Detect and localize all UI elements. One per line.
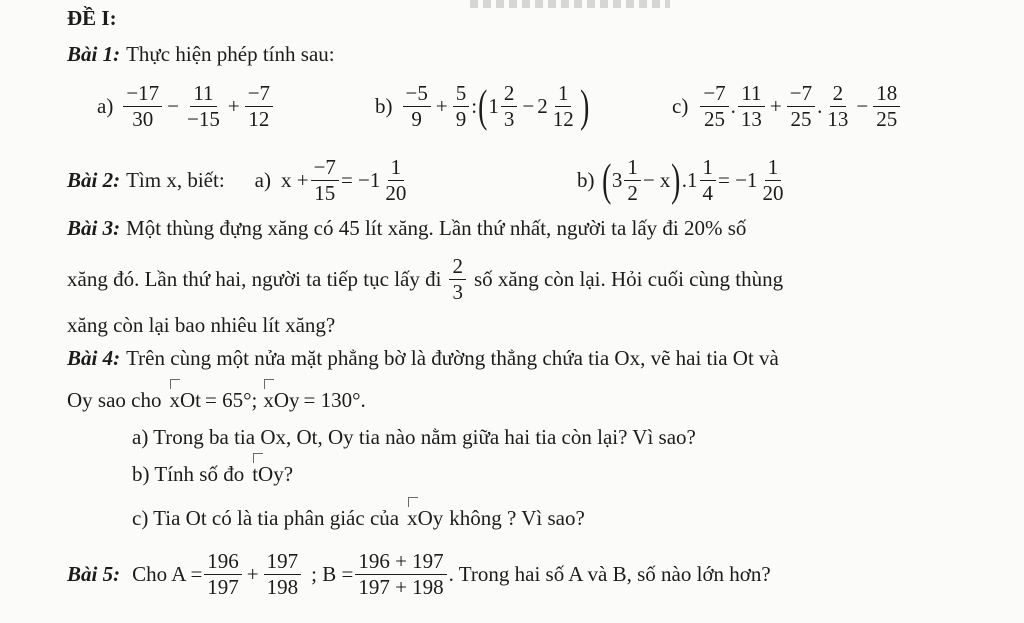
problem-3-title: Bài 3:	[67, 216, 121, 240]
problem-1c-label: c)	[672, 93, 689, 118]
operator: +	[435, 93, 448, 118]
mixed-whole: 2	[537, 93, 548, 118]
expression: .1	[681, 167, 698, 192]
problem-4c	[132, 506, 585, 531]
fraction: $\frac{-7}{25}$	[787, 82, 815, 129]
angle-symbol: xOt	[169, 388, 201, 412]
fraction: $\frac{2}{3}$	[501, 82, 518, 129]
fraction: $\frac{18}{25}$	[873, 82, 900, 129]
operator: .	[817, 93, 823, 118]
problem-2-prompt: Tìm x, biết:	[126, 167, 225, 192]
problem-4-text: Oy sao cho	[67, 388, 162, 412]
operator: +	[769, 93, 782, 118]
problem-5-text: . Trong hai số A và B, số nào lớn hơn?	[448, 561, 771, 586]
expression: = −1	[340, 167, 381, 192]
mixed-whole: 3	[611, 167, 623, 192]
operator: −	[856, 93, 869, 118]
problem-4-text: Trên cùng một nửa mặt phẳng bờ là đường thẳng chứa tia Ox, vẽ hai tia Ot và	[126, 346, 779, 370]
problem-3-line1	[67, 216, 746, 241]
fraction: $\frac{11}{13}$	[738, 82, 765, 129]
problem-4-line2	[67, 388, 366, 413]
exam-heading: ĐỀ I:	[67, 6, 117, 30]
problem-4-text: c) Tia Ot có là tia phân giác của	[132, 506, 400, 530]
fraction: $\frac{5}{9}$	[453, 82, 470, 129]
left-paren: (	[601, 154, 611, 205]
problem-4-line1	[67, 346, 779, 371]
expression: Cho A =	[132, 561, 203, 586]
operator: :	[471, 93, 478, 118]
operator: +	[246, 561, 259, 586]
problem-1a-label: a)	[97, 93, 114, 118]
fraction: $\frac{1}{20}$	[385, 155, 407, 205]
fraction: $\frac{-17}{30}$	[123, 82, 162, 129]
fraction: $\frac{11}{-15}$	[187, 81, 220, 131]
problem-1a	[97, 74, 275, 138]
problem-3-line3: xăng còn lại bao nhiêu lít xăng?	[67, 313, 336, 337]
expression: = −1	[718, 167, 758, 192]
problem-1b	[375, 74, 590, 138]
problem-4-title: Bài 4:	[67, 346, 121, 370]
right-paren: )	[579, 80, 589, 131]
operator: −	[167, 93, 180, 118]
fraction: $\frac{196}{197}$	[204, 550, 242, 597]
mixed-whole: 1	[488, 93, 499, 118]
left-paren: (	[478, 80, 488, 131]
problem-1-prompt: Thực hiện phép tính sau:	[126, 42, 335, 66]
fraction: $\frac{1}{4}$	[700, 156, 717, 203]
expression: x +	[281, 167, 309, 192]
problem-1-title: Bài 1:	[67, 42, 121, 66]
problem-2a-label: a)	[254, 167, 271, 192]
angle-value: = 130°.	[303, 388, 366, 412]
fraction: $\frac{-7}{25}$	[700, 82, 728, 129]
problem-2b-label: b)	[577, 167, 595, 192]
operator: +	[227, 93, 240, 118]
problem-4-text: ?	[283, 462, 294, 486]
fraction: $\frac{197}{198}$	[264, 550, 302, 597]
fraction: $\frac{1}{12}$	[552, 81, 574, 131]
problem-1b-label: b)	[375, 93, 393, 118]
problem-4a: a) Trong ba tia Ox, Ot, Oy tia nào nằm giữa hai tia còn lại? Vì sao?	[132, 425, 696, 449]
operator: .	[730, 93, 736, 118]
angle-symbol: tOy	[252, 462, 284, 486]
problem-5-title: Bài 5:	[67, 561, 121, 586]
fraction: $\frac{2}{3}$	[449, 255, 466, 302]
problem-2-title: Bài 2:	[67, 167, 121, 192]
angle-symbol: xOy	[407, 506, 444, 530]
fraction: $\frac{2}{13}$	[827, 81, 849, 131]
problem-1c	[672, 74, 902, 138]
problem-1-header	[67, 42, 335, 67]
problem-4b	[132, 462, 293, 487]
problem-3-line2	[67, 248, 783, 310]
problem-3-text: số xăng còn lại. Hỏi cuối cùng thùng	[473, 266, 784, 291]
expression: − x	[642, 167, 671, 192]
problem-5	[67, 538, 771, 610]
problem-4-text: b) Tính số đo	[132, 462, 245, 486]
cropped-header-text	[470, 0, 670, 8]
expression: ; B =	[311, 561, 354, 586]
angle-symbol: xOy	[263, 388, 300, 412]
problem-3-text: xăng đó. Lần thứ hai, người ta tiếp tục lấy đi	[67, 266, 442, 291]
problem-4-text: không ? Vì sao?	[449, 506, 585, 530]
fraction: $\frac{196 + 197}{197 + 198}$	[355, 550, 446, 597]
problem-2	[67, 148, 411, 212]
problem-2b	[577, 148, 788, 212]
angle-value: = 65°;	[204, 388, 258, 412]
operator: −	[522, 93, 535, 118]
fraction: $\frac{-7}{12}$	[245, 82, 273, 129]
right-paren: )	[671, 154, 681, 205]
fraction: $\frac{1}{20}$	[762, 155, 784, 205]
problem-3-text: Một thùng đựng xăng có 45 lít xăng. Lần thứ nhất, người ta lấy đi 20% số	[126, 216, 747, 240]
fraction: $\frac{1}{2}$	[624, 156, 641, 203]
fraction: $\frac{-5}{9}$	[403, 82, 431, 129]
fraction: $\frac{-7}{15}$	[311, 156, 339, 203]
